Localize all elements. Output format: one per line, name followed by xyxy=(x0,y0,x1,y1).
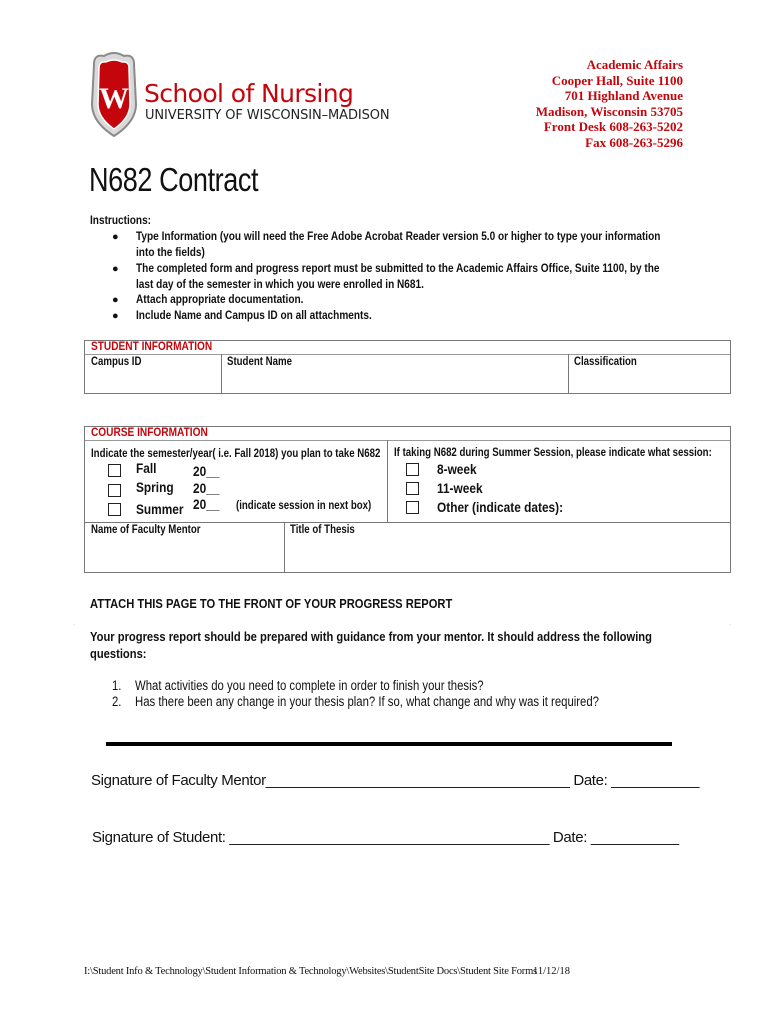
bullet-icon: ● xyxy=(112,263,119,275)
page-title: N682 Contract xyxy=(89,161,259,198)
summer-checkbox[interactable] xyxy=(108,503,121,516)
spring-checkbox[interactable] xyxy=(108,484,121,497)
instruction-line: Include Name and Campus ID on all attachments. xyxy=(136,308,372,322)
divider xyxy=(284,522,285,572)
instruction-item xyxy=(136,308,372,324)
footer-date: 11/12/18 xyxy=(533,966,570,977)
8-week-checkbox[interactable] xyxy=(406,463,419,476)
summer-year[interactable]: 20__ xyxy=(193,497,220,512)
summer-session-prompt: If taking N682 during Summer Session, please indicate what session: xyxy=(394,447,712,459)
campus-id-field[interactable]: Campus ID xyxy=(91,356,142,368)
instruction-line: into the fields) xyxy=(136,244,205,259)
logo-title: School of Nursing xyxy=(144,79,354,108)
spring-label: Spring xyxy=(136,480,174,495)
bullet-icon: ● xyxy=(112,294,119,306)
fall-checkbox[interactable] xyxy=(108,464,121,477)
instruction-line: last day of the semester in which you were enrolled in N681. xyxy=(136,276,424,291)
question-text: Has there been any change in your thesis plan? If so, what change and why was it required? xyxy=(135,694,599,709)
crest-letter: W xyxy=(99,82,129,115)
faculty-mentor-signature-line[interactable]: Signature of Faculty Mentor______________________________________ Date: ___________ xyxy=(91,772,700,789)
11-week-checkbox[interactable] xyxy=(406,482,419,495)
footer-path: I:\Student Info & Technology\Student Information & Technology\Websites\StudentSite Docs\Student Site Forms xyxy=(84,966,537,977)
classification-field[interactable]: Classification xyxy=(574,356,637,368)
instructions-label: Instructions: xyxy=(90,213,152,227)
divider xyxy=(221,354,222,394)
instruction-item xyxy=(136,292,303,308)
instruction-line: Type Information (you will need the Free Adobe Acrobat Reader version 5.0 or higher to type your information xyxy=(136,229,661,243)
instruction-line: Attach appropriate documentation. xyxy=(136,292,304,306)
question-number: 2. xyxy=(112,694,122,709)
student-info-table xyxy=(84,340,731,394)
divider xyxy=(387,440,388,522)
address-line: Fax 608-263-5296 xyxy=(585,134,683,150)
summer-label: Summer xyxy=(136,502,184,517)
bullet-icon: ● xyxy=(112,231,119,243)
progress-intro-line: questions: xyxy=(90,646,147,661)
tick-mark: · xyxy=(729,622,731,628)
instruction-item xyxy=(136,229,660,260)
bullet-icon: ● xyxy=(112,310,119,322)
student-name-field[interactable]: Student Name xyxy=(227,356,292,368)
spring-year[interactable]: 20__ xyxy=(193,481,220,496)
address-block xyxy=(536,57,683,150)
other-session-label: Other (indicate dates): xyxy=(437,500,564,515)
instruction-item xyxy=(136,261,660,292)
fall-year[interactable]: 20__ xyxy=(193,464,220,479)
8-week-label: 8-week xyxy=(437,462,477,477)
question-text: What activities do you need to complete in order to finish your thesis? xyxy=(135,678,484,693)
uw-crest-icon xyxy=(86,52,142,140)
summer-note: (indicate session in next box) xyxy=(236,500,372,512)
course-info-table xyxy=(84,426,731,573)
divider xyxy=(568,354,569,394)
thesis-title-field[interactable]: Title of Thesis xyxy=(290,524,355,536)
semester-prompt: Indicate the semester/year( i.e. Fall 2018) you plan to take N682 xyxy=(91,448,381,460)
11-week-label: 11-week xyxy=(437,481,483,496)
student-info-header xyxy=(85,341,730,355)
course-info-header xyxy=(85,427,730,441)
fall-label: Fall xyxy=(136,461,157,476)
address-line: Front Desk 608-263-5202 xyxy=(543,119,683,134)
faculty-mentor-field[interactable]: Name of Faculty Mentor xyxy=(91,524,201,536)
attach-heading: ATTACH THIS PAGE TO THE FRONT OF YOUR PROGRESS REPORT xyxy=(90,596,453,611)
progress-intro-line: Your progress report should be prepared with guidance from your mentor. It should address the following xyxy=(90,629,652,644)
address-line: 701 Highland Avenue xyxy=(564,88,683,103)
divider xyxy=(85,522,730,523)
logo-subtitle: UNIVERSITY OF WISCONSIN–MADISON xyxy=(145,108,390,123)
student-info-header-label: STUDENT INFORMATION xyxy=(91,341,213,353)
tick-mark: · xyxy=(73,622,75,628)
instruction-line: The completed form and progress report must be submitted to the Academic Affairs Office, Suite 1100, by the xyxy=(136,261,660,275)
question-number: 1. xyxy=(112,678,122,693)
course-info-header-label: COURSE INFORMATION xyxy=(91,427,208,439)
section-divider xyxy=(106,742,672,746)
other-session-checkbox[interactable] xyxy=(406,501,419,514)
progress-intro xyxy=(90,628,652,662)
address-line: Academic Affairs xyxy=(586,57,683,72)
address-line: Madison, Wisconsin 53705 xyxy=(535,103,683,119)
address-line: Cooper Hall, Suite 1100 xyxy=(551,72,683,88)
student-signature-line[interactable]: Signature of Student: ________________________________________ Date: ___________ xyxy=(92,829,679,846)
